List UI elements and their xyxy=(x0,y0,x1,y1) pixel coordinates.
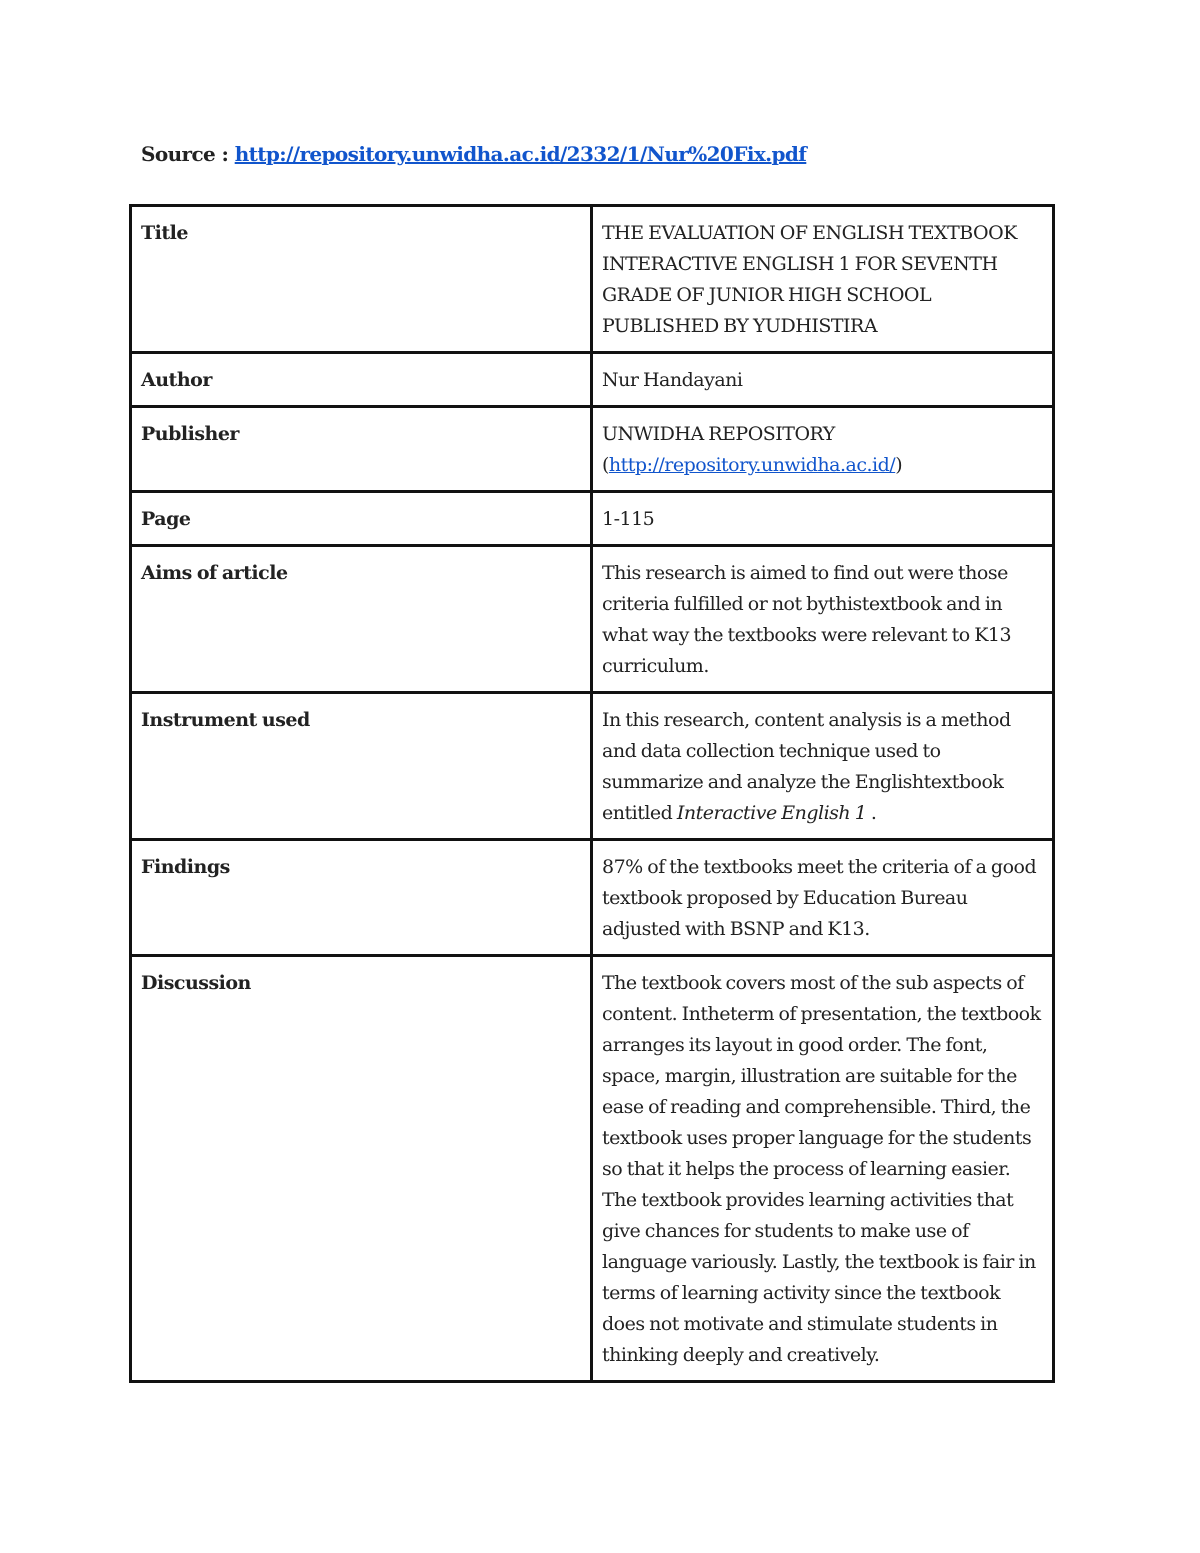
table-row-publisher xyxy=(131,407,1054,492)
table-row-findings xyxy=(131,840,1054,956)
article-review-table xyxy=(129,204,1055,1383)
title-value: THE EVALUATION OF ENGLISH TEXTBOOK INTERACTIVE ENGLISH 1 FOR SEVENTH GRADE OF JUNIOR HIGH SCHOOL PUBLISHED BY YUDHISTIRA xyxy=(592,206,1054,353)
table-row-author xyxy=(131,353,1054,407)
findings-label: Findings xyxy=(131,840,592,956)
instrument-end: . xyxy=(866,802,877,824)
author-label: Author xyxy=(131,353,592,407)
instrument-label: Instrument used xyxy=(131,693,592,840)
instrument-book-title: Interactive English 1 xyxy=(676,802,867,824)
instrument-value xyxy=(592,693,1054,840)
publisher-value xyxy=(592,407,1054,492)
instrument-text: In this research, content analysis is a method and data collection technique used to summarize and analyze the Englishtextbook entitled xyxy=(602,709,1011,824)
publisher-link[interactable]: http://repository.unwidha.ac.id/ xyxy=(608,454,896,476)
page-value: 1-115 xyxy=(592,492,1054,546)
author-value: Nur Handayani xyxy=(592,353,1054,407)
discussion-value: The textbook covers most of the sub aspects of content. Intheterm of presentation, the textbook arranges its layout in good order. The font, space, margin, illustration are suitable for the ease of reading and comprehensible. Third, the textbook uses proper language for the students so that it helps the process of learning easier. The textbook provides learning activities that give chances for students to make use of language variously. Lastly, the textbook is fair in terms of learning activity since the textbook does not motivate and stimulate students in thinking deeply and creatively. xyxy=(592,956,1054,1382)
publisher-label: Publisher xyxy=(131,407,592,492)
findings-value: 87% of the textbooks meet the criteria of a good textbook proposed by Education Bureau adjusted with BSNP and K13. xyxy=(592,840,1054,956)
title-label: Title xyxy=(131,206,592,353)
discussion-label: Discussion xyxy=(131,956,592,1382)
aims-label: Aims of article xyxy=(131,546,592,693)
publisher-name: UNWIDHA REPOSITORY xyxy=(602,423,835,445)
table-row-page xyxy=(131,492,1054,546)
page-label: Page xyxy=(131,492,592,546)
aims-value: This research is aimed to find out were those criteria fulfilled or not bythistextbook and in what way the textbooks were relevant to K13 curriculum. xyxy=(592,546,1054,693)
publisher-close-paren: ) xyxy=(895,454,903,476)
table-row-aims xyxy=(131,546,1054,693)
source-label: Source : xyxy=(141,142,235,166)
publisher-open-paren: ( xyxy=(602,454,609,476)
table-row-discussion xyxy=(131,956,1054,1382)
table-row-instrument xyxy=(131,693,1054,840)
source-link[interactable]: http://repository.unwidha.ac.id/2332/1/Nur%20Fix.pdf xyxy=(234,142,807,166)
table-row-title xyxy=(131,206,1054,353)
source-line xyxy=(141,142,806,166)
